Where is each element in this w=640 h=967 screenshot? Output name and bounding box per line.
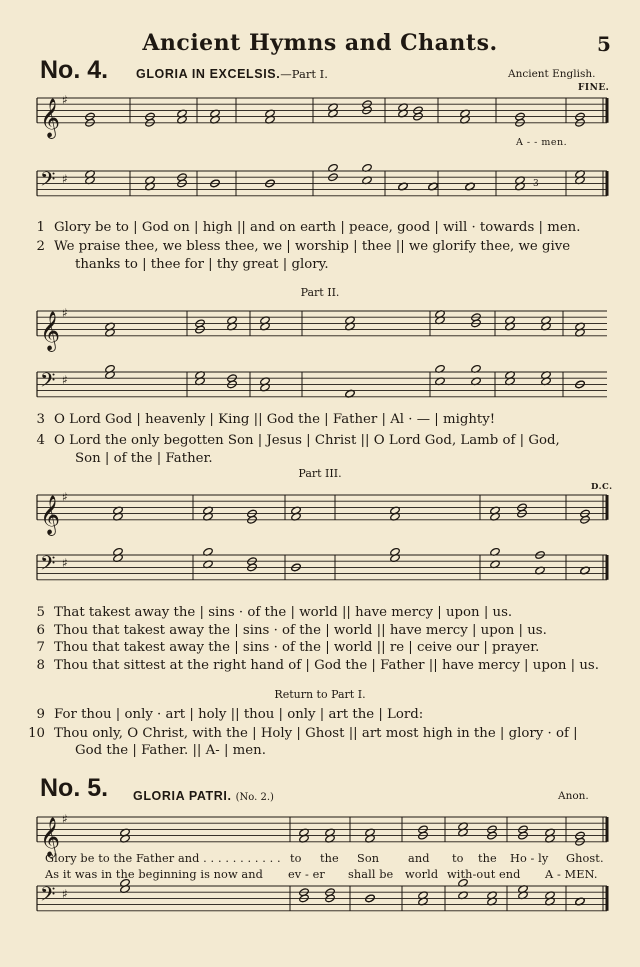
verse-number: 4 bbox=[36, 433, 45, 448]
verse-number: 10 bbox=[28, 726, 45, 741]
tune-source: Ancient English. bbox=[508, 68, 596, 80]
treble-clef: 𝄞 bbox=[40, 816, 61, 857]
verse-number: 5 bbox=[36, 605, 45, 620]
verse-text: We praise thee, we bless thee, we | worship | thee || we glorify thee, we give bbox=[54, 239, 571, 254]
verse-text: That takest away the | sins · of the | world || have mercy | upon | us. bbox=[54, 605, 513, 620]
underlay-text: and bbox=[408, 852, 430, 865]
bass-clef: 𝄢 bbox=[40, 167, 56, 196]
key-sharp: ♯ bbox=[62, 172, 68, 186]
underlay-text: A - MEN. bbox=[545, 868, 598, 881]
underlay-text: to bbox=[290, 852, 302, 865]
return-instruction: Return to Part I. bbox=[274, 688, 366, 701]
hymn-title-text: GLORIA IN EXCELSIS. bbox=[136, 67, 281, 81]
key-sharp: ♯ bbox=[62, 490, 68, 504]
verse-text: O Lord the only begotten Son | Jesus | Christ || O Lord God, Lamb of | God, bbox=[54, 433, 560, 448]
tune-source: Anon. bbox=[558, 790, 589, 802]
verse-text: Glory be to | God on | high || and on earth | peace, good | will · towards | men. bbox=[54, 220, 581, 235]
underlay-text: world bbox=[405, 868, 439, 881]
verse-text: For thou | only · art | holy || thou | only | art the | Lord: bbox=[54, 707, 424, 722]
hymn-title-text: GLORIA PATRI. bbox=[133, 789, 232, 803]
key-sharp: ♯ bbox=[62, 812, 68, 826]
key-sharp: ♯ bbox=[62, 556, 68, 570]
verse-number: 1 bbox=[36, 220, 45, 235]
underlay-text: the bbox=[478, 852, 497, 865]
underlay-text: to bbox=[452, 852, 464, 865]
triplet-mark: 3 bbox=[533, 179, 540, 189]
verse-text: thanks to | thee for | thy great | glory. bbox=[75, 257, 329, 272]
verse-number: 9 bbox=[36, 707, 45, 722]
treble-clef: 𝄞 bbox=[40, 494, 61, 535]
key-sharp: ♯ bbox=[62, 306, 68, 320]
fine-marking: FINE. bbox=[578, 83, 610, 93]
underlay-text: with-out end bbox=[447, 868, 521, 881]
key-sharp: ♯ bbox=[62, 373, 68, 387]
bass-clef: 𝄢 bbox=[40, 368, 56, 397]
running-head: Ancient Hymns and Chants. bbox=[142, 30, 498, 56]
page-number: 5 bbox=[597, 32, 611, 56]
part-heading: Part III. bbox=[298, 467, 342, 480]
verse-text: Son | of the | Father. bbox=[75, 451, 213, 466]
verse-text: God the | Father. || A- | men. bbox=[75, 743, 266, 758]
hymn-number: No. 5. bbox=[40, 774, 109, 802]
hymn-number: No. 4. bbox=[40, 56, 109, 84]
bass-clef: 𝄢 bbox=[40, 882, 56, 911]
verse-number: 8 bbox=[36, 658, 45, 673]
underlay-text: shall be bbox=[348, 868, 394, 881]
verse-number: 7 bbox=[36, 640, 45, 655]
verse-number: 2 bbox=[36, 239, 45, 254]
verse-text: Thou that takest away the | sins · of the | world || re | ceive our | prayer. bbox=[54, 640, 540, 655]
verse-text: Thou only, O Christ, with the | Holy | Ghost || art most high in the | glory · of | bbox=[54, 726, 578, 741]
treble-clef: 𝄞 bbox=[40, 310, 61, 351]
underlay-text: Son bbox=[357, 852, 380, 865]
part-label: —Part I. bbox=[280, 67, 328, 81]
bass-clef: 𝄢 bbox=[40, 551, 56, 580]
verse-text: Thou that sittest at the right hand of | God the | Father || have mercy | upon | us. bbox=[54, 658, 599, 673]
key-sharp: ♯ bbox=[62, 887, 68, 901]
verse-text: O Lord God | heavenly | King || God the | Father | Al · — | mighty! bbox=[54, 412, 496, 427]
underlay-text: As it was in the beginning is now and bbox=[45, 868, 263, 881]
underlay-text: ev - er bbox=[288, 868, 325, 881]
underlay-text: Glory be to the Father and . . . . . . . . . . . bbox=[45, 852, 281, 865]
part-heading: Part II. bbox=[300, 286, 340, 299]
verse-number: 3 bbox=[36, 412, 45, 427]
hymn-subtitle: (No. 2.) bbox=[235, 792, 274, 803]
key-sharp: ♯ bbox=[62, 93, 68, 107]
treble-clef: 𝄞 bbox=[40, 97, 61, 138]
dc-marking: D.C. bbox=[591, 482, 613, 492]
verse-number: 6 bbox=[36, 623, 45, 638]
underlay-text: Ho - ly bbox=[510, 852, 549, 865]
underlay-text: Ghost. bbox=[566, 852, 604, 865]
amen-text: A - - men. bbox=[516, 137, 568, 148]
verse-text: Thou that takest away the | sins · of the | world || have mercy | upon | us. bbox=[54, 623, 547, 638]
underlay-text: the bbox=[320, 852, 339, 865]
